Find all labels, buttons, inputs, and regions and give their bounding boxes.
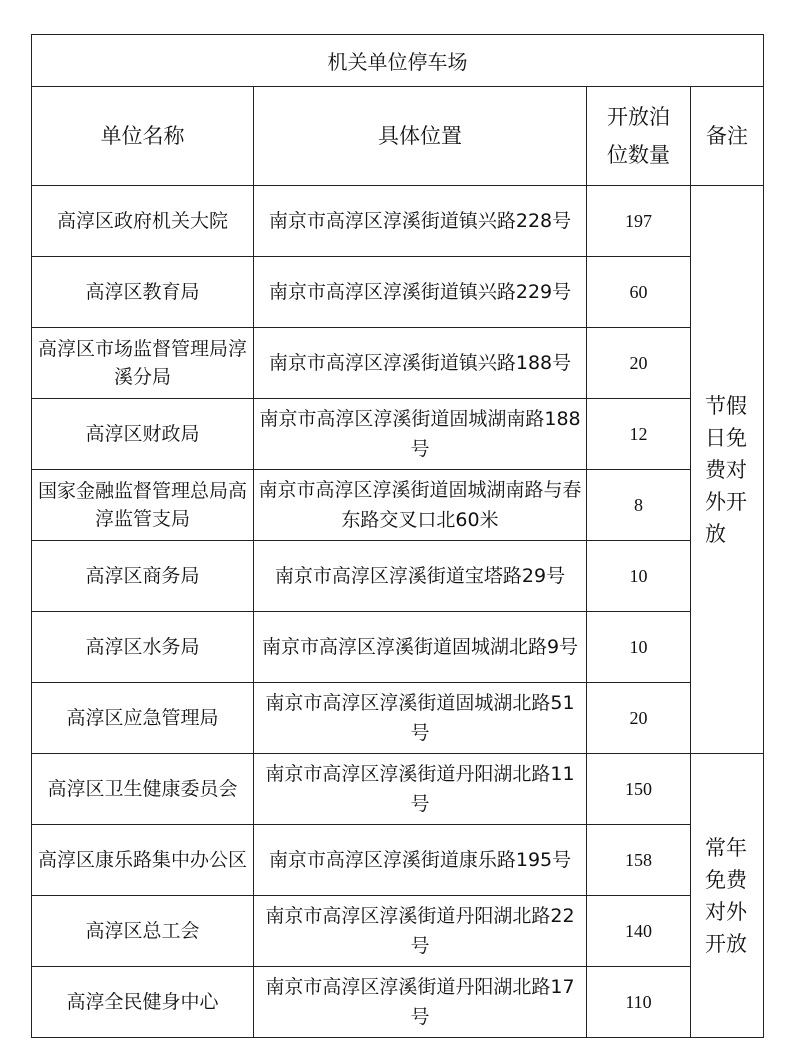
unit-name-cell: 高淳区康乐路集中办公区 xyxy=(32,825,254,896)
unit-name-cell: 高淳区商务局 xyxy=(32,541,254,612)
location-cell: 南京市高淳区淳溪街道镇兴路188号 xyxy=(254,328,587,399)
spaces-cell: 197 xyxy=(587,186,691,257)
location-cell: 南京市高淳区淳溪街道镇兴路229号 xyxy=(254,257,587,328)
spaces-cell: 60 xyxy=(587,257,691,328)
spaces-cell: 20 xyxy=(587,683,691,754)
remark-text: 节假日免费对外开放 xyxy=(705,393,747,546)
table-row xyxy=(32,612,764,683)
header-remark: 备注 xyxy=(691,87,764,186)
spaces-cell: 140 xyxy=(587,896,691,967)
unit-name-cell: 高淳区教育局 xyxy=(32,257,254,328)
spaces-cell: 10 xyxy=(587,541,691,612)
location-cell: 南京市高淳区淳溪街道宝塔路29号 xyxy=(254,541,587,612)
header-location: 具体位置 xyxy=(254,87,587,186)
location-cell: 南京市高淳区淳溪街道丹阳湖北路11号 xyxy=(254,754,587,825)
header-unit-name: 单位名称 xyxy=(32,87,254,186)
table-row xyxy=(32,825,764,896)
remark-text: 常年免费对外开放 xyxy=(705,835,747,956)
table-row xyxy=(32,399,764,470)
spaces-cell: 20 xyxy=(587,328,691,399)
unit-name-cell: 高淳区应急管理局 xyxy=(32,683,254,754)
location-cell: 南京市高淳区淳溪街道镇兴路228号 xyxy=(254,186,587,257)
location-cell: 南京市高淳区淳溪街道丹阳湖北路22号 xyxy=(254,896,587,967)
table-row xyxy=(32,470,764,541)
unit-name-cell: 高淳区政府机关大院 xyxy=(32,186,254,257)
spaces-cell: 110 xyxy=(587,967,691,1038)
spaces-cell: 8 xyxy=(587,470,691,541)
header-open-spaces: 开放泊位数量 xyxy=(587,87,691,186)
remark-cell-always xyxy=(691,754,764,1038)
unit-name-cell: 高淳区卫生健康委员会 xyxy=(32,754,254,825)
table-row xyxy=(32,541,764,612)
remark-cell-holiday xyxy=(691,186,764,754)
table-caption: 机关单位停车场 xyxy=(32,35,764,87)
unit-name-cell: 高淳区市场监督管理局淳溪分局 xyxy=(32,328,254,399)
location-cell: 南京市高淳区淳溪街道丹阳湖北路17号 xyxy=(254,967,587,1038)
spaces-cell: 158 xyxy=(587,825,691,896)
location-cell: 南京市高淳区淳溪街道固城湖北路9号 xyxy=(254,612,587,683)
table-row xyxy=(32,186,764,257)
table-row xyxy=(32,257,764,328)
unit-name-cell: 高淳区水务局 xyxy=(32,612,254,683)
location-cell: 南京市高淳区淳溪街道固城湖北路51号 xyxy=(254,683,587,754)
spaces-cell: 150 xyxy=(587,754,691,825)
location-cell: 南京市高淳区淳溪街道固城湖南路188号 xyxy=(254,399,587,470)
table-row xyxy=(32,754,764,825)
unit-name-cell: 高淳区总工会 xyxy=(32,896,254,967)
unit-name-cell: 国家金融监督管理总局高淳监管支局 xyxy=(32,470,254,541)
parking-table xyxy=(31,34,764,1038)
unit-name-cell: 高淳区财政局 xyxy=(32,399,254,470)
location-cell: 南京市高淳区淳溪街道康乐路195号 xyxy=(254,825,587,896)
spaces-cell: 10 xyxy=(587,612,691,683)
location-cell: 南京市高淳区淳溪街道固城湖南路与春东路交叉口北60米 xyxy=(254,470,587,541)
table-row xyxy=(32,683,764,754)
unit-name-cell: 高淳全民健身中心 xyxy=(32,967,254,1038)
table-row xyxy=(32,967,764,1038)
table-row xyxy=(32,896,764,967)
spaces-cell: 12 xyxy=(587,399,691,470)
table-row xyxy=(32,328,764,399)
